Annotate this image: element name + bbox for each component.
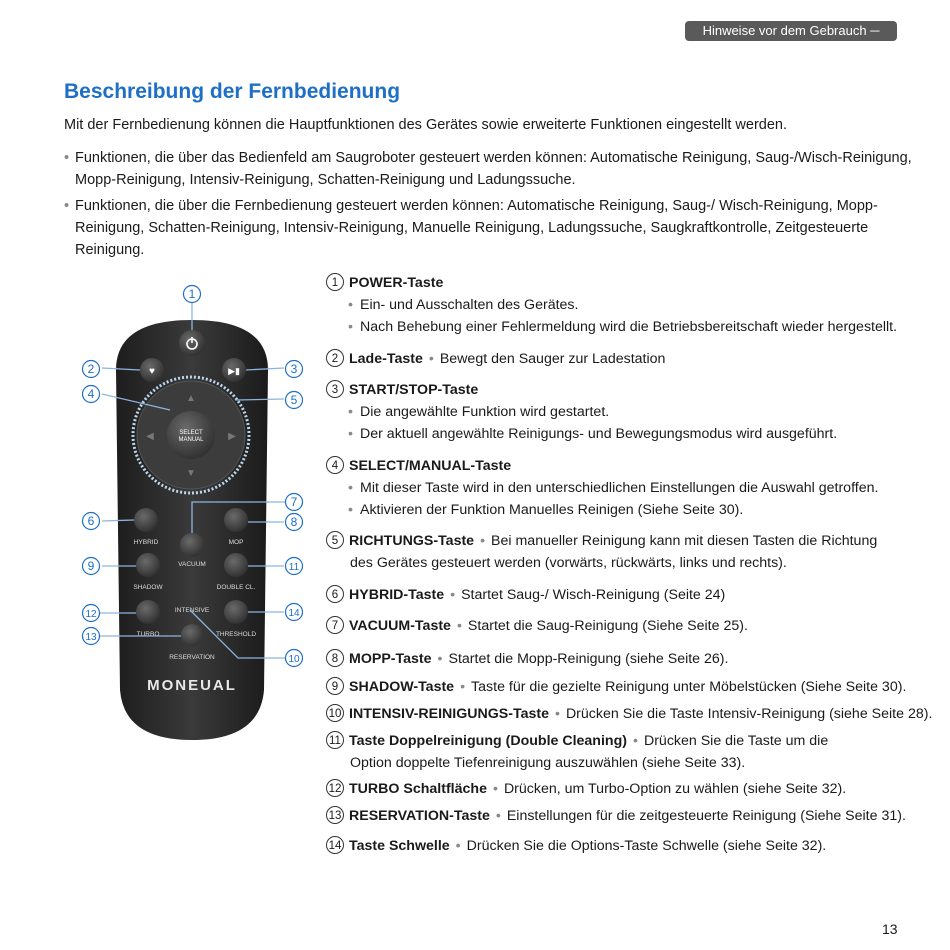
reservation-label: RESERVATION bbox=[169, 654, 215, 661]
double-cl-label: DOUBLE CL. bbox=[216, 584, 256, 591]
charge-icon: ♥ bbox=[149, 366, 155, 377]
threshold-label: THRESHOLD bbox=[215, 631, 257, 638]
item-vacuum: 7 VACUUM-Taste • Startet die Saug-Reinigung (Siehe Seite 25). bbox=[326, 615, 936, 637]
item-start-stop: 3 START/STOP-Taste • Die angewählte Funktion wird gestartet. • Der aktuell angewählte Reinigungs- und Bewegungsmodus wird ausgeführt. bbox=[326, 379, 936, 445]
svg-text:14: 14 bbox=[288, 608, 300, 619]
vacuum-label: VACUUM bbox=[178, 561, 206, 568]
page-title: Beschreibung der Fernbedienung bbox=[64, 80, 401, 103]
svg-text:1: 1 bbox=[188, 287, 196, 301]
brand-logo: MONEUAL bbox=[147, 677, 237, 694]
bullet-text: Funktionen, die über das Bedienfeld am Saugroboter gesteuert werden können: Automatische Reinigung, Saug-/Wisch-Reinigung, Mopp-Reinigung, Intensiv-Reinigung, Schatten-Reinigung und Ladungssuche. bbox=[75, 150, 912, 188]
shadow-label: SHADOW bbox=[133, 584, 163, 591]
bullet-dot: • bbox=[64, 150, 70, 166]
mop-button bbox=[224, 508, 248, 532]
svg-text:6: 6 bbox=[87, 514, 95, 528]
item-select-manual: 4 SELECT/MANUAL-Taste • Mit dieser Taste wird in den unterschiedlichen Einstellungen die Auswahl getroffen. • Aktivieren der Funktion Manuelles Reinigen (Siehe Seite 30). bbox=[326, 455, 936, 521]
left-arrow-icon: ◀ bbox=[146, 431, 154, 442]
svg-text:5: 5 bbox=[290, 393, 298, 407]
bullet-item bbox=[64, 195, 924, 261]
svg-text:2: 2 bbox=[87, 362, 95, 376]
reservation-button bbox=[181, 624, 203, 646]
svg-text:8: 8 bbox=[290, 515, 298, 529]
item-shadow: 9 SHADOW-Taste • Taste für die gezielte Reinigung unter Möbelstücken (Siehe Seite 30). bbox=[326, 676, 936, 698]
svg-text:7: 7 bbox=[290, 495, 298, 509]
select-label: SELECT bbox=[179, 430, 203, 436]
bullet-item bbox=[64, 147, 924, 191]
mop-label: MOP bbox=[228, 539, 244, 546]
right-arrow-icon: ▶ bbox=[228, 431, 236, 442]
hybrid-label: HYBRID bbox=[133, 539, 159, 546]
item-reservation: 13 RESERVATION-Taste • Einstellungen für die zeitgesteuerte Reinigung (Siehe Seite 31). bbox=[326, 805, 936, 827]
item-mop: 8 MOPP-Taste • Startet die Mopp-Reinigung (siehe Seite 26). bbox=[326, 648, 936, 670]
intro-text: Mit der Fernbedienung können die Hauptfunktionen des Gerätes sowie erweiterte Funktionen eingestellt werden. bbox=[64, 117, 788, 133]
page-number: 13 bbox=[882, 921, 898, 937]
item-power: 1 POWER-Taste • Ein- und Ausschalten des Gerätes. • Nach Behebung einer Fehlermeldung wird die Betriebsbereitschaft wieder hergestellt. bbox=[326, 272, 936, 338]
section-tag: Hinweise vor dem Gebrauch ─ bbox=[685, 21, 897, 41]
intensive-label: INTENSIVE bbox=[174, 607, 210, 614]
item-double-cleaning: 11 Taste Doppelreinigung (Double Cleaning) • Drücken Sie die Taste um die Option doppelte Tiefenreinigung auszuwählen (siehe Seite 33). bbox=[326, 730, 936, 774]
item-intensive: 10 INTENSIV-REINIGUNGS-Taste • Drücken Sie die Taste Intensiv-Reinigung (siehe Seite 28). bbox=[326, 703, 936, 725]
threshold-button bbox=[224, 600, 248, 624]
svg-text:12: 12 bbox=[85, 609, 97, 620]
shadow-button bbox=[136, 553, 160, 577]
play-pause-icon: ▶︎▮ bbox=[228, 366, 240, 376]
item-charge: 2 Lade-Taste • Bewegt den Sauger zur Ladestation bbox=[326, 348, 936, 370]
svg-text:11: 11 bbox=[288, 562, 300, 573]
turbo-button bbox=[136, 600, 160, 624]
item-hybrid: 6 HYBRID-Taste • Startet Saug-/ Wisch-Reinigung (Seite 24) bbox=[326, 584, 936, 606]
hybrid-button bbox=[134, 508, 158, 532]
item-turbo: 12 TURBO Schaltfläche • Drücken, um Turbo-Option zu wählen (siehe Seite 32). bbox=[326, 778, 936, 800]
bullet-dot: • bbox=[64, 198, 70, 214]
down-arrow-icon: ▼ bbox=[186, 468, 196, 479]
svg-text:3: 3 bbox=[290, 362, 298, 376]
item-threshold: 14 Taste Schwelle • Drücken Sie die Options-Taste Schwelle (siehe Seite 32). bbox=[326, 835, 936, 857]
turbo-label: TURBO bbox=[136, 631, 160, 638]
remote-illustration bbox=[60, 270, 320, 760]
svg-text:9: 9 bbox=[87, 559, 95, 573]
svg-text:10: 10 bbox=[288, 654, 300, 665]
double-clean-button bbox=[224, 553, 248, 577]
manual-label: MANUAL bbox=[178, 437, 204, 443]
item-direction: 5 RICHTUNGS-Taste • Bei manueller Reinigung kann mit diesen Tasten die Richtung des Gerätes gesteuert werden (vorwärts, rückwärts, links und rechts). bbox=[326, 530, 936, 574]
vacuum-button bbox=[180, 533, 204, 557]
up-arrow-icon: ▲ bbox=[186, 393, 196, 404]
bullet-text: Funktionen, die über die Fernbedienung gesteuert werden können: Automatische Reinigung, Saug-/ Wisch-Reinigung, Mopp-Reinigung, Schatten-Reinigung, Intensiv-Reinigung, Manuelle Reinigung, Ladungssuche, Saugkraftkontrolle, Zeitgesteuerte Reinigung. bbox=[75, 198, 878, 258]
svg-text:13: 13 bbox=[85, 632, 97, 643]
svg-text:4: 4 bbox=[87, 387, 95, 401]
